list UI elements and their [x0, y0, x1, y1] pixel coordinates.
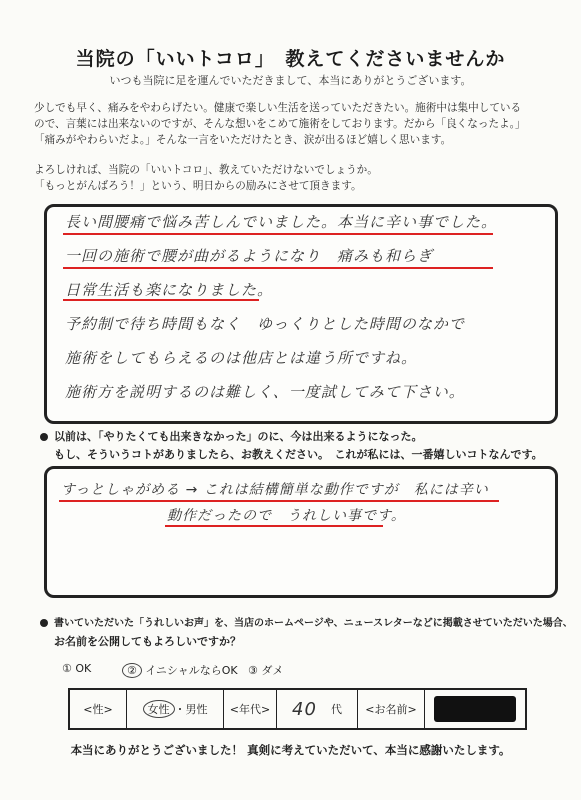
handwritten-line: 施術方を説明するのは難しく、一度試してみて下さい。 — [65, 383, 465, 401]
handwritten-line: すっとしゃがめる → これは結構簡単な動作ですが 私には辛い — [61, 482, 489, 498]
option-ok[interactable] — [62, 662, 91, 675]
name-label: <お名前> — [358, 690, 425, 728]
red-underline — [63, 233, 493, 235]
question-publish-consent — [40, 614, 573, 651]
red-underline — [63, 267, 493, 269]
gender-separator: ・ — [174, 703, 186, 716]
option-no[interactable] — [248, 662, 283, 678]
handwritten-line: 長い間腰痛で悩み苦しんでいました。本当に辛い事でした。 — [65, 213, 498, 231]
red-underline — [63, 299, 259, 301]
footer-thanks: 本当にありがとうございました！ 真剣に考えていただいて、本当に感謝いたします。 — [70, 743, 511, 757]
intro-line: 「痛みがやわらいだよ。」そんな一言をいただけたとき、涙が出るほど嬉しく思います。 — [34, 134, 452, 146]
gender-male[interactable]: 男性 — [185, 703, 208, 716]
option-number: ① — [62, 662, 72, 675]
handwritten-line: 施術をしてもらえるのは他店とは違う所ですね。 — [65, 349, 418, 367]
option-initials-ok[interactable] — [122, 662, 238, 678]
option-label: OK — [75, 662, 92, 675]
age-label: <年代> — [224, 690, 277, 728]
request-paragraph — [34, 162, 554, 194]
respondent-info-table — [68, 688, 527, 730]
question-line: 以前は、「やりたくても出来きなかった」のに、今は出来るようになった。 — [54, 430, 423, 443]
page-title: 当院の「いいトコロ」 教えてくださいませんか — [75, 48, 506, 70]
request-line: よろしければ、当院の「いいトコロ」、教えていただけないでしょうか。 — [34, 164, 378, 176]
gender-female-circled[interactable]: 女性 — [143, 700, 175, 718]
option-number-circled: ② — [122, 663, 142, 678]
age-value: 40 — [292, 698, 317, 720]
handwritten-line: 動作だったので うれしい事です。 — [167, 508, 406, 524]
option-number: ③ — [248, 664, 258, 677]
option-label: イニシャルならOK — [145, 664, 238, 677]
question-before-after — [40, 428, 543, 464]
red-underline — [165, 525, 383, 527]
page-subtitle: いつも当院に足を運んでいただきまして、本当にありがとうございます。 — [109, 74, 472, 87]
intro-line: 少しでも早く、痛みをやわらげたい。健康で楽しい生活を送っていただきたい。施術中は集中している — [34, 102, 522, 114]
intro-paragraph — [34, 100, 554, 148]
bullet-icon — [40, 619, 48, 627]
gender-choice — [127, 690, 224, 728]
answer-box-good-points — [44, 204, 558, 424]
handwritten-line: 一回の施術で腰が曲がるようになり 痛みも和らぎ — [65, 247, 434, 265]
question-line: もし、そういうコトがありましたら、お教えください。 これが私には、一番嬉しいコトなんです。 — [54, 448, 543, 461]
age-suffix: 代 — [330, 703, 342, 716]
intro-line: ので、言葉には出来ないのですが、そんな想いをこめて施術をしております。だから「良くなったよ。」 — [34, 118, 526, 130]
question-line: 書いていただいた「うれしいお声」を、当店のホームページや、ニュースレターなどに掲載させていただいた場合、 — [54, 618, 573, 629]
name-field[interactable] — [425, 690, 525, 728]
gender-label: <性> — [70, 690, 127, 728]
redacted-name-block — [434, 696, 516, 722]
handwritten-line: 日常生活も楽になりました。 — [65, 281, 274, 299]
age-field[interactable] — [277, 690, 358, 728]
option-label: ダメ — [261, 664, 284, 677]
request-line: 「もっとがんばろう！」という、明日からの励みにさせて頂きます。 — [34, 180, 362, 192]
handwritten-line: 予約制で待ち時間もなく ゆっくりとした時間のなかで — [65, 315, 465, 333]
bullet-icon — [40, 433, 48, 441]
question-line: お名前を公開してもよろしいですか？ — [54, 635, 241, 648]
red-underline — [59, 500, 499, 502]
answer-box-improvements — [44, 466, 558, 598]
